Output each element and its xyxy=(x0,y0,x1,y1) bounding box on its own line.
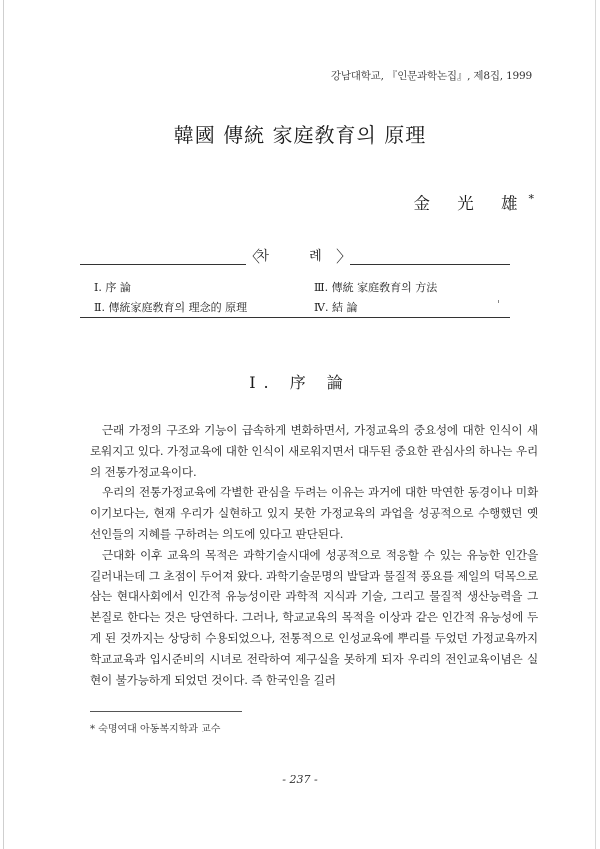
toc-heading-text: 차 례 xyxy=(256,249,340,264)
body-text xyxy=(90,420,538,690)
toc-item-2: Ⅱ. 傳統家庭敎育의 理念的 原理 xyxy=(94,301,248,314)
section-heading: Ⅰ. 序 論 xyxy=(249,373,351,392)
footnote: * 숙명여대 아동복지학과 교수 xyxy=(90,724,221,735)
toc-item-1: Ⅰ. 序 論 xyxy=(94,281,131,294)
article-title: 韓國 傳統 家庭敎育의 原理 xyxy=(173,123,427,147)
author-text: 金 光 雄 xyxy=(413,194,529,213)
author-footnote-mark: * xyxy=(528,192,534,206)
toc-arrow-left-icon: 〈 xyxy=(244,247,261,266)
footnote-divider xyxy=(90,711,242,712)
toc-item-4: Ⅳ. 結 論 xyxy=(314,301,358,314)
toc-mark xyxy=(498,300,499,303)
author-name xyxy=(414,190,535,214)
toc-arrow-right-icon: 〉 xyxy=(335,247,352,266)
toc-heading xyxy=(246,247,350,269)
toc-item-3: Ⅲ. 傳統 家庭敎育의 方法 xyxy=(314,281,438,294)
paragraph-3: 근대화 이후 교육의 목적은 과학기술시대에 성공적으로 적응할 수 있는 유능한 인간을 길러내는데 그 초점이 두어져 왔다. 과학기술문명의 발달과 물질적 풍요를 제일의 덕목으로 삼는 현대사회에서 인간적 유능성이란 과학적 지식과 기술, 그리고 물질적 생산능력을 그 본질로 한다는 것은 당연하다. 그러나, 학교교육의 목적을 이상과 같은 인간적 유능성에 두게 된 것까지는 상당히 수용되었으나, 전통적으로 인성교육에 뿌리를 두었던 가정교육까지 학교교육과 입시준비의 시녀로 전락하여 제구실을 못하게 되자 우리의 전인교육이념은 실현이 불가능하게 되었던 것이다. 즉 한국인을 길러 xyxy=(90,547,538,687)
paragraph-2: 우리의 전통가정교육에 각별한 관심을 두려는 이유는 과거에 대한 막연한 동경이나 미화이기보다는, 현재 우리가 실현하고 있지 못한 가정교육의 과업을 성공적으로 수행했던 옛 선인들의 지혜를 구하려는 의도에 있다고 판단된다. xyxy=(90,485,538,541)
page-number: - 237 - xyxy=(282,773,318,786)
paragraph-1: 근래 가정의 구조와 기능이 급속하게 변화하면서, 가정교육의 중요성에 대한 인식이 새로워지고 있다. 가정교육에 대한 인식이 새로워지면서 대두된 중요한 관심사의 하나는 우리의 전통가정교육이다. xyxy=(90,423,538,479)
journal-reference: 강남대학교, 『인문과학논집』, 제8집, 1999 xyxy=(330,70,532,82)
